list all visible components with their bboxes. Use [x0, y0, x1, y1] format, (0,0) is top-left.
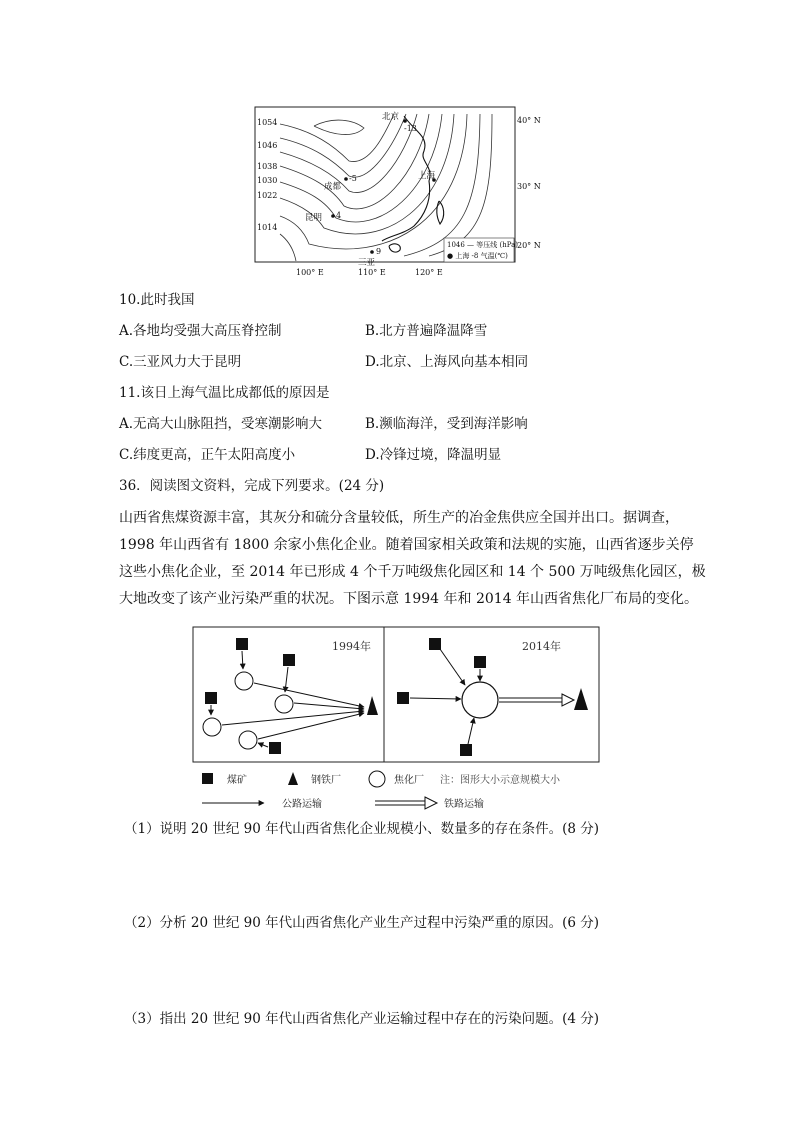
paragraph-line: 大地改变了该产业污染严重的状况。下图示意 1994 年和 2014 年山西省焦化厂布局的变化。	[119, 591, 699, 607]
temp-chengdu: -5	[349, 174, 357, 183]
q11-option-b: B.濒临海洋，受到海洋影响	[365, 416, 528, 432]
coking-layout-diagram	[192, 626, 602, 816]
isobar-label: 1046	[257, 141, 278, 150]
coal-mine-icon	[474, 656, 486, 668]
q36-sub1: （1）说明 20 世纪 90 年代山西省焦化企业规模小、数量多的存在条件。(8 分)	[124, 821, 600, 837]
latitude-label: 20° N	[517, 241, 541, 250]
q36-stem: 36．阅读图文资料，完成下列要求。(24 分)	[119, 478, 385, 494]
q11-stem: 11.该日上海气温比成都低的原因是	[119, 385, 330, 401]
coal-mine-icon	[429, 638, 441, 650]
q10-option-a: A.各地均受强大高压脊控制	[119, 323, 282, 339]
coal-mine-icon	[269, 742, 281, 754]
legend-rail-label: 铁路运输	[444, 799, 484, 810]
q10-stem: 10.此时我国	[119, 292, 195, 308]
temp-sanya: 9	[376, 247, 382, 256]
temp-kunming: 4	[336, 211, 342, 220]
map-legend-temp: ● 上海 -8 气温(℃)	[447, 252, 508, 260]
coal-mine-icon	[397, 692, 409, 704]
legend-coking-label: 焦化厂	[394, 775, 424, 786]
legend-coking-icon	[369, 771, 385, 787]
isobar-label: 1022	[257, 191, 278, 200]
q11-option-d: D.冷锋过境，降温明显	[365, 447, 502, 463]
legend-steel-icon	[288, 772, 298, 785]
city-beijing: 北京	[382, 112, 400, 122]
coking-plant-icon	[203, 718, 221, 736]
coking-plant-icon	[275, 695, 293, 713]
legend-road-label: 公路运输	[282, 799, 322, 810]
isobar-label: 1014	[257, 223, 278, 232]
q10-option-b: B.北方普遍降温降雪	[365, 323, 488, 339]
legend-rail-arrow-icon	[375, 797, 437, 809]
paragraph-line: 这些小焦化企业，至 2014 年已形成 4 个千万吨级焦化园区和 14 个 500 万吨级焦化园区，极	[119, 564, 706, 580]
q36-paragraph	[119, 505, 706, 613]
panel-2014-title: 2014年	[522, 640, 561, 653]
coal-mine-icon	[460, 744, 472, 756]
coking-plant-icon	[462, 682, 498, 718]
q11-option-a: A.无高大山脉阻挡，受寒潮影响大	[119, 416, 323, 432]
q36-sub2: （2）分析 20 世纪 90 年代山西省焦化产业生产过程中污染严重的原因。(6 分)	[124, 915, 600, 931]
legend-coal-label: 煤矿	[227, 775, 247, 786]
temp-beijing: -13	[404, 124, 417, 133]
latitude-label: 30° N	[517, 182, 541, 191]
latitude-label: 40° N	[517, 116, 541, 125]
q11-option-c: C.纬度更高，正午太阳高度小	[119, 447, 296, 463]
coal-mine-icon	[236, 638, 248, 650]
legend-note: 注：图形大小示意规模大小	[440, 775, 560, 786]
paragraph-line: 山西省焦煤资源丰富，其灰分和硫分含量较低，所生产的冶金焦供应全国并出口。据调查，	[119, 510, 679, 526]
coking-plant-icon	[239, 731, 257, 749]
isobar-label: 1054	[257, 118, 278, 127]
q36-sub3: （3）指出 20 世纪 90 年代山西省焦化产业运输过程中存在的污染问题。(4 分)	[124, 1011, 600, 1027]
longitude-label: 120° E	[415, 268, 443, 277]
weather-map	[254, 106, 541, 277]
longitude-label: 110° E	[358, 268, 386, 277]
legend-coal-icon	[202, 773, 213, 784]
isobar-label: 1038	[257, 162, 278, 171]
isobar-label: 1030	[257, 176, 278, 185]
map-legend-isobar: 1046 — 等压线 (hPa)	[447, 241, 519, 249]
coal-mine-icon	[205, 692, 217, 704]
coal-mine-icon	[283, 654, 295, 666]
city-shanghai: 上海	[418, 171, 436, 181]
city-chengdu: 成都	[324, 182, 342, 192]
city-sanya: 三亚	[358, 258, 376, 268]
q10-option-d: D.北京、上海风向基本相同	[365, 354, 529, 370]
coking-plant-icon	[235, 672, 253, 690]
longitude-label: 100° E	[296, 268, 324, 277]
panel-1994-title: 1994年	[332, 640, 371, 653]
q10-option-c: C.三亚风力大于昆明	[119, 354, 242, 370]
legend-steel-label: 钢铁厂	[311, 775, 341, 786]
paragraph-line: 1998 年山西省有 1800 余家小焦化企业。随着国家相关政策和法规的实施，山西省逐步关停	[119, 537, 694, 553]
city-kunming: 昆明	[305, 213, 323, 223]
